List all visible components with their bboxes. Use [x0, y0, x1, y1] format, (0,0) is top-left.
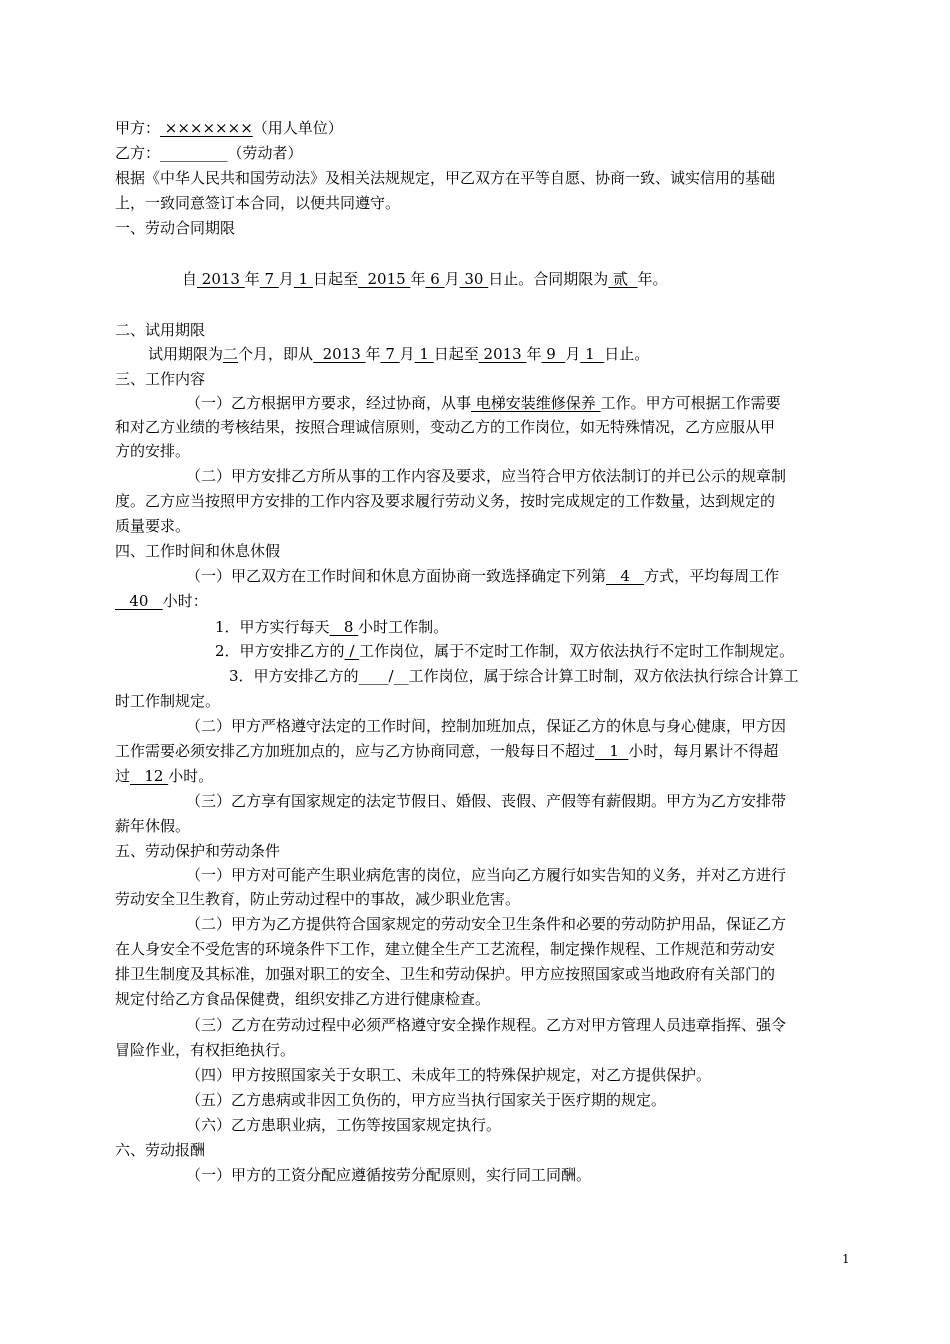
section-6-title: 六、劳动报酬 — [115, 1141, 206, 1159]
s5-clause-3-line-2: 冒险作业，有权拒绝执行。 — [115, 1041, 296, 1059]
clause-text: 小时： — [162, 592, 208, 610]
s3-clause-1-line-1 — [186, 393, 781, 413]
page-number: 1 — [842, 1252, 850, 1266]
probation-start-day: 1 — [414, 345, 434, 363]
weekly-hours: 40 — [115, 592, 163, 610]
s3-clause-2-line-1: （二）甲方安排乙方所从事的工作内容及要求，应当符合甲方依法制订的并已公示的规章制 — [186, 467, 787, 485]
s3-clause-2-line-3: 质量要求。 — [115, 517, 191, 535]
probation-line — [148, 344, 649, 364]
intro-line-2: 上，一致同意签订本合同，以便共同遵守。 — [115, 194, 401, 212]
monthly-overtime: 12 — [130, 767, 169, 785]
clause-text: 小时，每月累计不得超 — [628, 742, 779, 760]
clause-text: 小时。 — [168, 767, 214, 785]
end-month: 6 — [425, 270, 445, 288]
clause-text: 工作岗位，属于综合计算工时制，双方依法执行综合计算工 — [408, 667, 799, 685]
probation-end-year: 2013 — [478, 345, 527, 363]
section-1-title: 一、劳动合同期限 — [115, 219, 236, 237]
clause-text: 1．甲方实行每天 — [215, 618, 330, 636]
s4-option-1 — [215, 617, 448, 637]
s5-clause-6: （六）乙方患职业病，工伤等按国家规定执行。 — [186, 1116, 502, 1134]
start-year: 2013 — [197, 270, 245, 288]
section-3-title: 三、工作内容 — [115, 370, 206, 388]
probation-text: 年 — [526, 345, 542, 363]
clause-text: 方式，平均每周工作 — [644, 567, 780, 585]
s4-clause-3-line-1: （三）乙方享有国家规定的法定节假日、婚假、丧假、产假等有薪假期。甲方为乙方安排带 — [186, 792, 787, 810]
clause-text: 工作需要必须安排乙方加班加点的，应与乙方协商同意，一般每日不超过 — [115, 742, 596, 760]
clause-text: （一）乙方根据甲方要求，经过协商，从事 — [186, 394, 472, 412]
end-year: 2015 — [357, 270, 411, 288]
s3-clause-2-line-2: 度。乙方应当按照甲方安排的工作内容及要求履行劳动义务，按时完成规定的工作数量，达到规定的 — [115, 492, 776, 510]
term-text: 年 — [244, 270, 260, 288]
term-text: 年 — [410, 270, 426, 288]
term-text: 月 — [444, 270, 460, 288]
s5-clause-3-line-1: （三）乙方在劳动过程中必须严格遵守安全操作规程。乙方对甲方管理人员违章指挥、强令 — [186, 1016, 787, 1034]
party-a-label: 甲方： — [115, 119, 161, 137]
job-title: 电梯安装维修保养 — [471, 394, 601, 412]
option-2-value: / — [344, 642, 360, 660]
s4-clause-2-line-1: （二）甲方严格遵守法定的工作时间，控制加班加点，保证乙方的休息与身心健康，甲方因 — [186, 717, 787, 735]
s5-clause-2-line-2: 在人身安全不受危害的环境条件下工作，建立健全生产工艺流程，制定操作规程、工作规范和劳动安 — [115, 940, 776, 958]
party-b-label: 乙方： — [115, 144, 161, 162]
option-3-value: ____/__ — [358, 667, 409, 685]
clause-text: （一）甲乙双方在工作时间和休息方面协商一致选择确定下列第 — [186, 567, 607, 585]
clause-text: 过 — [115, 767, 131, 785]
start-day: 1 — [293, 270, 313, 288]
probation-text: 日止。 — [604, 345, 650, 363]
s3-clause-1-line-2: 和对乙方业绩的考核结果，按照合理诚信原则，变动乙方的工作岗位，如无特殊情况，乙方应服从甲 — [115, 418, 776, 436]
term-text: 自 — [182, 270, 198, 288]
s4-clause-2-line-3 — [115, 766, 213, 786]
probation-text: 日起至 — [433, 345, 479, 363]
s5-clause-1-line-2: 劳动安全卫生教育，防止劳动过程中的事故，减少职业危害。 — [115, 890, 521, 908]
party-b-note: （劳动者） — [227, 144, 303, 162]
probation-months: 二 — [223, 345, 239, 363]
clause-text: 2．甲方安排乙方的 — [215, 642, 345, 660]
s5-clause-5: （五）乙方患病或非因工负伤的，甲方应当执行国家关于医疗期的规定。 — [186, 1091, 667, 1109]
s6-clause-1: （一）甲方的工资分配应遵循按劳分配原则，实行同工同酬。 — [186, 1166, 592, 1184]
party-b-line — [115, 143, 303, 163]
section-5-title: 五、劳动保护和劳动条件 — [115, 842, 281, 860]
party-a-value: ××××××× — [160, 119, 253, 137]
probation-text: 个月，即从 — [238, 345, 314, 363]
clause-text: 工作。甲方可根据工作需要 — [600, 394, 781, 412]
s5-clause-1-line-1: （一）甲方对可能产生职业病危害的岗位，应当向乙方履行如实告知的义务，并对乙方进行 — [186, 866, 787, 884]
term-text: 年。 — [637, 270, 668, 288]
party-a-line — [115, 118, 343, 138]
section-4-title: 四、工作时间和休息休假 — [115, 542, 281, 560]
probation-text: 月 — [399, 345, 415, 363]
s4-option-2 — [215, 641, 794, 661]
s4-clause-1-line-2 — [115, 591, 208, 611]
s5-clause-2-line-1: （二）甲方为乙方提供符合国家规定的劳动安全卫生条件和必要的劳动防护用品，保证乙方 — [186, 915, 787, 933]
clause-text: 3．甲方安排乙方的 — [229, 667, 359, 685]
s4-clause-3-line-2: 薪年休假。 — [115, 817, 191, 835]
start-month: 7 — [259, 270, 279, 288]
s4-option-3 — [229, 666, 799, 686]
section-2-title: 二、试用期限 — [115, 321, 206, 339]
daily-overtime: 1 — [595, 742, 629, 760]
probation-text: 月 — [565, 345, 581, 363]
term-text: 日起至 — [312, 270, 358, 288]
s5-clause-4: （四）甲方按照国家关于女职工、未成年工的特殊保护规定，对乙方提供保护。 — [186, 1066, 712, 1084]
probation-text: 试用期限为 — [148, 345, 224, 363]
probation-start-month: 7 — [380, 345, 400, 363]
daily-hours: 8 — [329, 618, 359, 636]
s5-clause-2-line-4: 规定付给乙方食品保健费，组织安排乙方进行健康检查。 — [115, 990, 491, 1008]
end-day: 30 — [459, 270, 489, 288]
s5-clause-2-line-3: 排卫生制度及其标准，加强对职工的安全、卫生和劳动保护。甲方应按照国家或当地政府有关部门的 — [115, 965, 776, 983]
intro-line-1: 根据《中华人民共和国劳动法》及相关法规规定，甲乙双方在平等自愿、协商一致、诚实信用的基础 — [115, 169, 776, 187]
s3-clause-1-line-3: 方的安排。 — [115, 442, 191, 460]
probation-end-month: 9 — [541, 345, 566, 363]
clause-text: 工作岗位，属于不定时工作制，双方依法执行不定时工作制规定。 — [359, 642, 795, 660]
s4-clause-2-line-2 — [115, 741, 778, 761]
term-text: 月 — [278, 270, 294, 288]
probation-end-day: 1 — [580, 345, 605, 363]
probation-text: 年 — [365, 345, 381, 363]
work-mode: 4 — [606, 567, 645, 585]
term-years: 贰 — [608, 270, 638, 288]
probation-start-year: 2013 — [313, 345, 366, 363]
party-b-value: _________ — [160, 144, 228, 162]
contract-term-line — [182, 269, 668, 289]
s4-clause-1-line-1 — [186, 566, 779, 586]
s4-option-3-line-2: 时工作制规定。 — [115, 692, 221, 710]
party-a-note: （用人单位） — [252, 119, 343, 137]
clause-text: 小时工作制。 — [358, 618, 449, 636]
term-text: 日止。合同期限为 — [488, 270, 609, 288]
